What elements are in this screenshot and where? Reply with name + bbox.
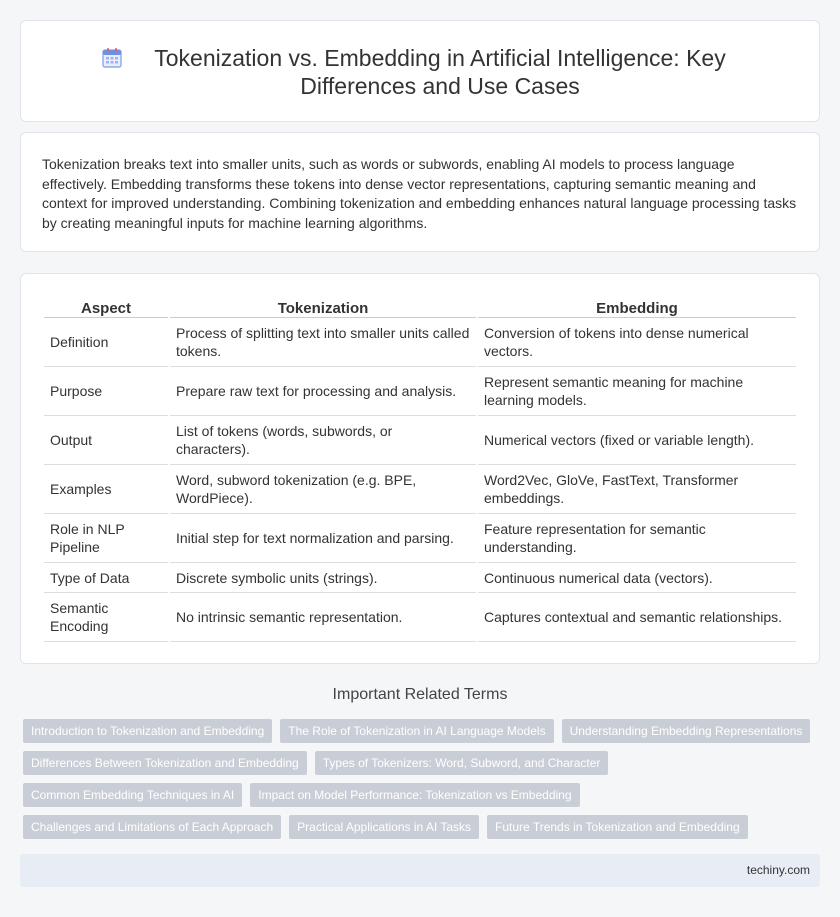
table-row [44, 318, 796, 367]
related-term-tag[interactable]: Introduction to Tokenization and Embedding [23, 719, 272, 743]
table-header-row [44, 294, 796, 318]
title-wrap [21, 44, 819, 100]
embedding-cell: Word2Vec, GloVe, FastText, Transformer embeddings. [478, 465, 796, 514]
table-row [44, 416, 796, 465]
embedding-cell: Represent semantic meaning for machine learning models. [478, 367, 796, 416]
embedding-cell: Conversion of tokens into dense numerical vectors. [478, 318, 796, 367]
aspect-cell: Semantic Encoding [44, 593, 168, 642]
aspect-cell: Role in NLP Pipeline [44, 514, 168, 563]
related-terms-tags [23, 719, 823, 847]
tag-row [23, 783, 823, 807]
related-term-tag[interactable]: Practical Applications in AI Tasks [289, 815, 479, 839]
aspect-cell: Examples [44, 465, 168, 514]
footer-site-link[interactable]: techiny.com [746, 863, 810, 877]
tokenization-cell: Word, subword tokenization (e.g. BPE, WordPiece). [170, 465, 476, 514]
aspect-cell: Purpose [44, 367, 168, 416]
header-tokenization: Tokenization [170, 294, 476, 318]
aspect-cell: Type of Data [44, 563, 168, 593]
related-term-tag[interactable]: The Role of Tokenization in AI Language Models [280, 719, 553, 743]
related-term-tag[interactable]: Common Embedding Techniques in AI [23, 783, 242, 807]
embedding-cell: Numerical vectors (fixed or variable length). [478, 416, 796, 465]
related-term-tag[interactable]: Types of Tokenizers: Word, Subword, and Character [315, 751, 609, 775]
tag-row [23, 815, 823, 839]
related-term-tag[interactable]: Differences Between Tokenization and Embedding [23, 751, 307, 775]
header-card [20, 20, 820, 122]
related-term-tag[interactable]: Understanding Embedding Representations [562, 719, 811, 743]
table-row [44, 514, 796, 563]
tokenization-cell: Process of splitting text into smaller units called tokens. [170, 318, 476, 367]
calendar-icon [101, 47, 123, 69]
embedding-cell: Captures contextual and semantic relationships. [478, 593, 796, 642]
comparison-card [20, 273, 820, 664]
tag-row [23, 719, 823, 743]
embedding-cell: Continuous numerical data (vectors). [478, 563, 796, 593]
footer [20, 854, 820, 887]
tokenization-cell: List of tokens (words, subwords, or characters). [170, 416, 476, 465]
related-term-tag[interactable]: Impact on Model Performance: Tokenization vs Embedding [250, 783, 579, 807]
comparison-table [42, 294, 798, 642]
aspect-cell: Output [44, 416, 168, 465]
related-term-tag[interactable]: Challenges and Limitations of Each Approach [23, 815, 281, 839]
tokenization-cell: Initial step for text normalization and parsing. [170, 514, 476, 563]
embedding-cell: Feature representation for semantic understanding. [478, 514, 796, 563]
intro-paragraph: Tokenization breaks text into smaller units, such as words or subwords, enabling AI models to process language effectively. Embedding transforms these tokens into dense vector representations, capturing semantic meaning and context for improved understanding. Combining tokenization and embedding enhances natural language processing tasks by creating meaningful inputs for machine learning algorithms. [42, 156, 797, 231]
tag-row [23, 751, 823, 775]
header-embedding: Embedding [478, 294, 796, 318]
table-row [44, 465, 796, 514]
tokenization-cell: Discrete symbolic units (strings). [170, 563, 476, 593]
intro-card [20, 132, 820, 252]
related-term-tag[interactable]: Future Trends in Tokenization and Embedding [487, 815, 748, 839]
page-title: Tokenization vs. Embedding in Artificial Intelligence: Key Differences and Use Cases [154, 45, 726, 99]
table-row [44, 563, 796, 593]
table-row [44, 593, 796, 642]
header-aspect: Aspect [44, 294, 168, 318]
tokenization-cell: Prepare raw text for processing and analysis. [170, 367, 476, 416]
aspect-cell: Definition [44, 318, 168, 367]
related-terms-title: Important Related Terms [332, 686, 508, 703]
table-row [44, 367, 796, 416]
tokenization-cell: No intrinsic semantic representation. [170, 593, 476, 642]
